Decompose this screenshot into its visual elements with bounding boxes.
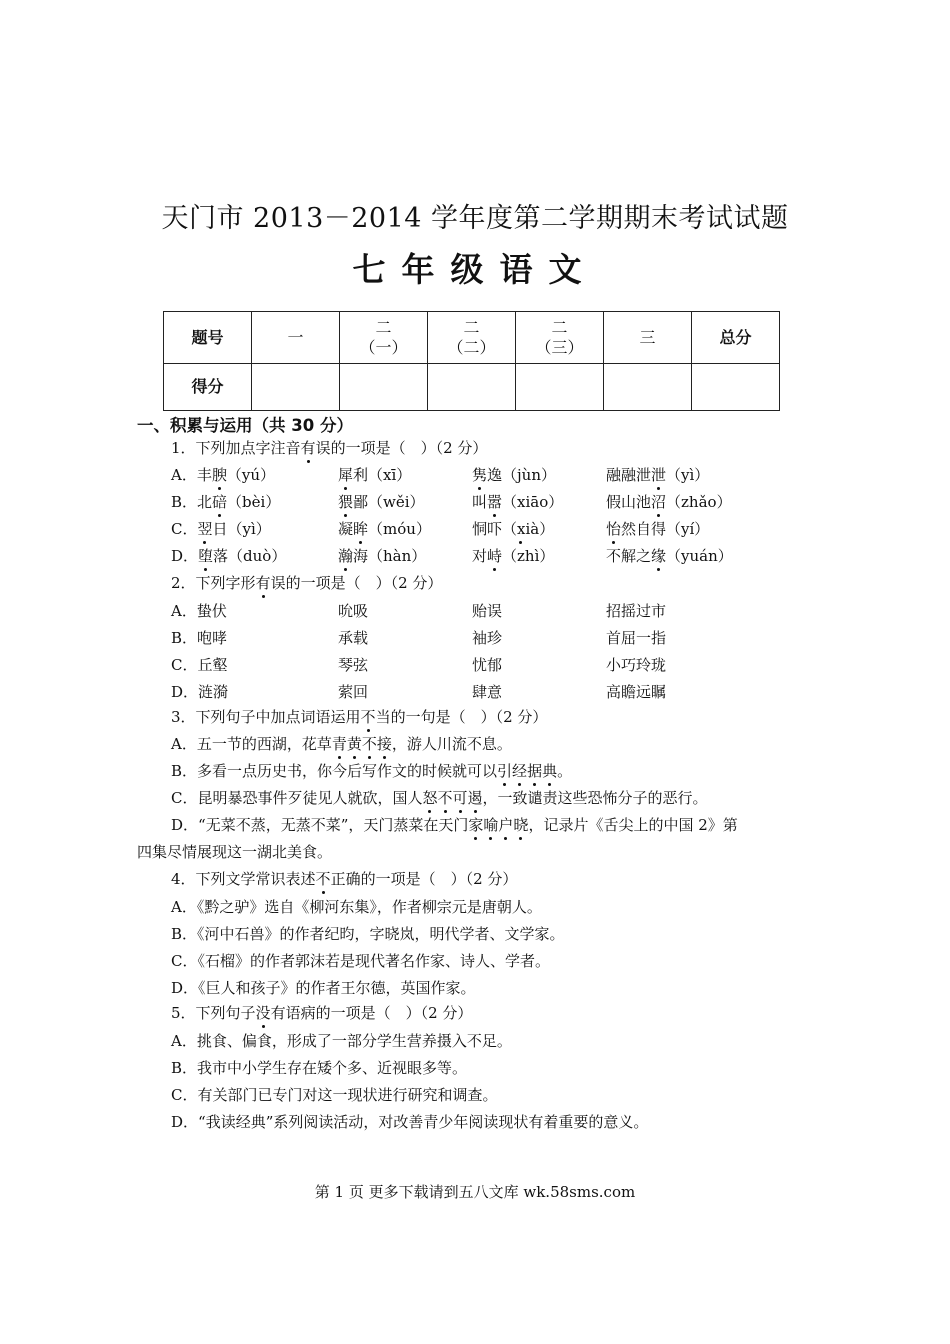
score-header-cell: 二 （一） — [340, 312, 428, 364]
score-input-cell[interactable] — [604, 364, 692, 411]
emphasis-phrase — [422, 789, 482, 807]
q3-option-d: D．“无菜不蒸，无蒸不菜”，天门蒸菜在天门家喻户晓，记录片《舌尖上的中国 2》第 — [171, 816, 738, 834]
exam-subtitle: 七年级语文 — [352, 250, 598, 289]
score-input-cell[interactable] — [692, 364, 780, 411]
q5-option-d: D．“我读经典”系列阅读活动，对改善青少年阅读现状有着重要的意义。 — [171, 1113, 649, 1131]
emphasis-char: 不 — [437, 789, 453, 807]
emphasis-char: 引 — [497, 762, 513, 780]
emphasis-char: 不 — [315, 870, 331, 888]
emphasis-char: 有 — [255, 574, 271, 592]
q5-stem: 5．下列句子没有语病的一项是（ ）（2 分） — [171, 1004, 473, 1022]
emphasis-phrase — [497, 762, 557, 780]
section-heading: 一、积累与运用（共 30 分） — [137, 416, 353, 435]
score-row-label: 得分 — [164, 364, 252, 411]
emphasis-char: 青 — [331, 735, 347, 753]
emphasis-char: 不 — [361, 735, 377, 753]
q4-option-c: C．《石榴》的作者郭沫若是现代著名作家、诗人、学者。 — [171, 952, 550, 970]
emphasis-phrase — [332, 735, 392, 753]
page-footer: 第 1 页 更多下载请到五八文库 wk.58sms.com — [314, 1183, 636, 1201]
q3-option-d-continued: 四集尽情展现这一湖北美食。 — [137, 843, 333, 861]
score-header-cell: 二 （三） — [516, 312, 604, 364]
q5-option-b: B．我市中小学生存在矮个多、近视眼多等。 — [171, 1059, 468, 1077]
score-table-score-row — [164, 364, 780, 411]
emphasis-char: 没 — [255, 1004, 271, 1022]
q2-stem: 2．下列字形有误的一项是（ ）（2 分） — [171, 574, 443, 592]
score-header-cell: 总分 — [692, 312, 780, 364]
q1-stem: 1．下列加点字注音有误的一项是（ ）（2 分） — [171, 439, 488, 457]
emphasis-phrase — [468, 816, 528, 834]
exam-title: 天门市 2013－2014 学年度第二学期期末考试试题 — [161, 203, 789, 234]
emphasis-char: 不 — [360, 708, 376, 726]
emphasis-char: 家 — [468, 816, 484, 834]
emphasis-char: 晓 — [513, 816, 529, 834]
score-table — [163, 311, 780, 411]
score-input-cell[interactable] — [252, 364, 340, 411]
emphasis-char: 遏 — [467, 789, 483, 807]
emphasis-char: 怒 — [422, 789, 438, 807]
q4-stem: 4．下列文学常识表述不正确的一项是（ ）（2 分） — [171, 870, 518, 888]
q4-option-a: A．《黔之驴》选自《柳河东集》，作者柳宗元是唐朝人。 — [171, 898, 542, 916]
q5-option-a: A．挑食、偏食，形成了一部分学生营养摄入不足。 — [171, 1032, 512, 1050]
q3-stem: 3．下列句子中加点词语运用不当的一句是（ ）（2 分） — [171, 708, 548, 726]
emphasis-char: 接 — [376, 735, 392, 753]
score-header-cell: 二 （二） — [428, 312, 516, 364]
score-table-header-row — [164, 312, 780, 364]
q5-option-c: C．有关部门已专门对这一现状进行研究和调查。 — [171, 1086, 498, 1104]
emphasis-char: 户 — [498, 816, 514, 834]
emphasis-char: 典 — [542, 762, 558, 780]
q4-option-b: B．《河中石兽》的作者纪昀，字晓岚，明代学者、文学家。 — [171, 925, 565, 943]
q4-option-d: D．《巨人和孩子》的作者王尔德，英国作家。 — [171, 979, 476, 997]
q3-option-b: B．多看一点历史书，你今后写作文的时候就可以引经据典。 — [171, 762, 573, 780]
emphasis-char: 喻 — [483, 816, 499, 834]
score-input-cell[interactable] — [428, 364, 516, 411]
emphasis-char: 可 — [452, 789, 468, 807]
emphasis-char: 经 — [512, 762, 528, 780]
emphasis-char: 有 — [300, 439, 316, 457]
q3-option-a: A．五一节的西湖，花草青黄不接，游人川流不息。 — [171, 735, 512, 753]
score-header-cell: 一 — [252, 312, 340, 364]
score-header-cell: 题号 — [164, 312, 252, 364]
score-input-cell[interactable] — [516, 364, 604, 411]
emphasis-char: 黄 — [346, 735, 362, 753]
score-header-cell: 三 — [604, 312, 692, 364]
emphasis-char: 据 — [527, 762, 543, 780]
q3-option-c: C．昆明暴恐事件歹徒见人就砍，国人怒不可遏，一致谴责这些恐怖分子的恶行。 — [171, 789, 708, 807]
score-input-cell[interactable] — [340, 364, 428, 411]
